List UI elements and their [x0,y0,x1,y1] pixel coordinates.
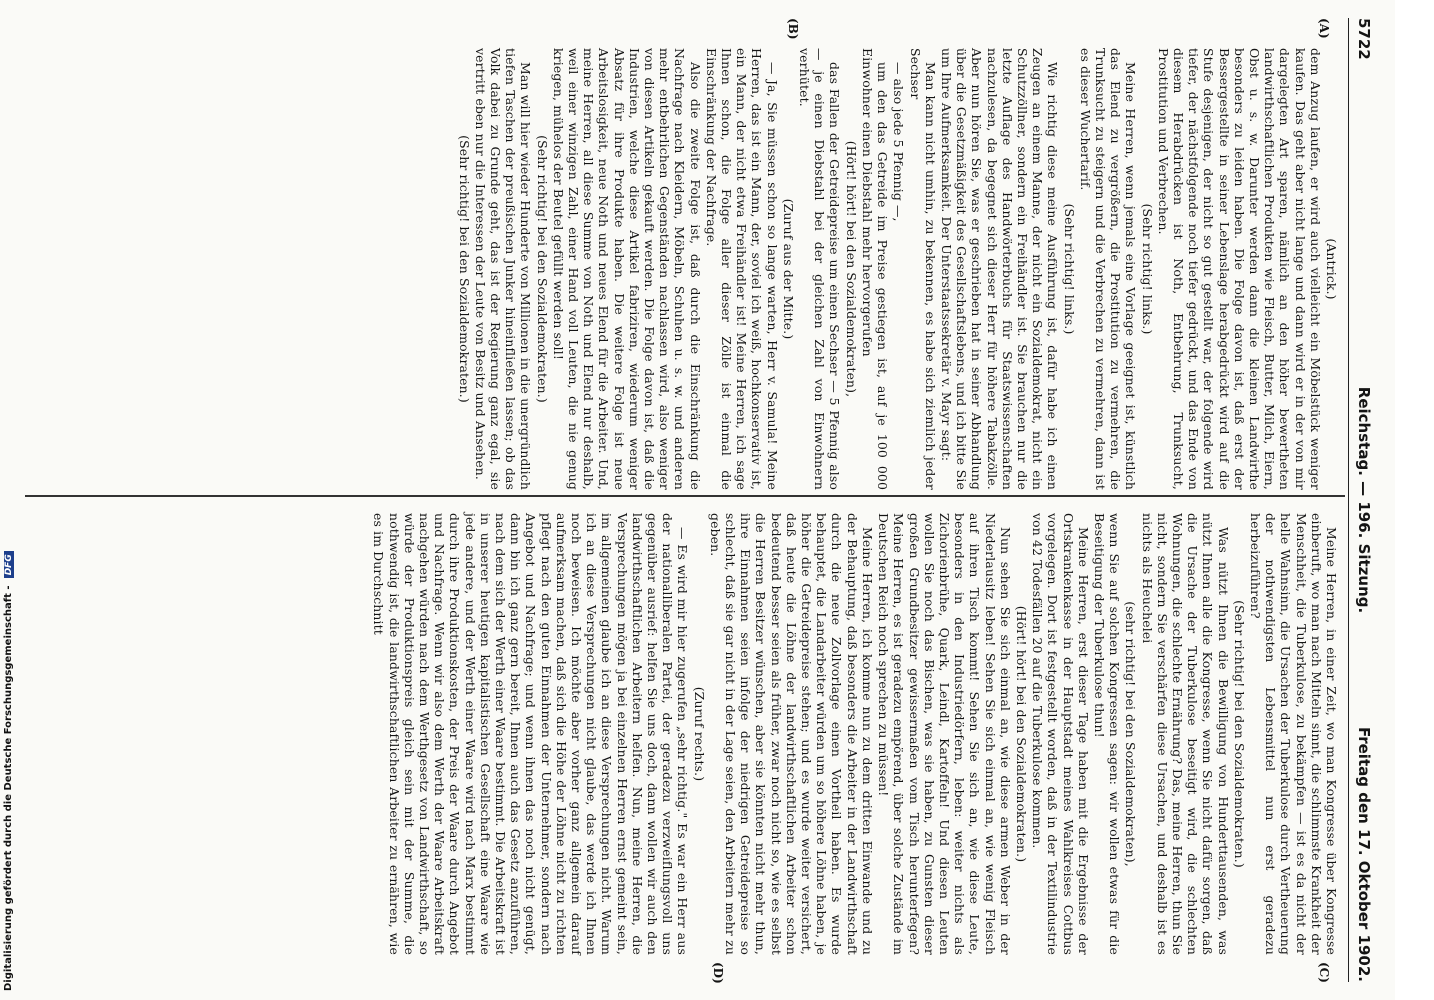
right-column [370,513,1339,955]
paragraph: Man will hier wieder Hunderte von Millionen in die unergründlich tiefen Taschen der preußischen Junker hineinfließen lassen; ob das Volk dabei zu Grunde geht, das ist der Regierung ganz egal, sie vertritt eben nur die Interessen der Leute von Besitz und Ansehen. [472,48,534,490]
paragraph: Wie richtig diese meine Ausführung ist, dafür habe ich einen Zeugen an einem Manne, der nicht ein Sozialdemokrat, nicht ein Schutzzöllner, sondern ein Freihändler ist. Sie brauchen nur die letzte Auflage des Handwörterbuchs für Staatswissenschaften nachzulesen, da begegnet sich dieser Herr für höhere Tabakzölle. Aber nun hören Sie, was er geschrieben hat in seiner Abhandlung über die Gesetzmäßigkeit des Gesellschaftslebens, und ich bitte Sie um Ihre Aufmerksamkeit. Der Unterstaatssekretär v. Mayr sagt: [938,48,1061,490]
interjection: (Zuruf aus der Mitte.) [780,198,796,340]
interjection: (sehr richtig! bei den Sozialdemokraten), [1123,601,1139,867]
header-rule [1348,18,1349,982]
interjection: (Sehr richtig! bei den Sozialdemokraten.) [534,135,550,403]
session-date: Freitag den 17. Oktober 1902. [1355,726,1373,982]
dfg-logo: DFG [4,551,14,578]
paragraph: Man kann nicht umhin, zu bekennen, es habe sich ziemlich jeder Sechser [907,48,938,490]
page-header [1353,18,1373,982]
paragraph: das Fallen der Getreidepreise um einen Sechser — 5 Pfennig also — je einen Diebstahl bei der gleichen Zahl von Einwohnern verhütet. [797,48,843,490]
paragraph: Meine Herren, in einer Zeit, wo man Kongresse über Kongresse einberuft, wo man nach Mitteln sinnt, die schlimmste Krankheit der Menschheit, die Tuberkulose, zu bekämpfen — ist es da nicht der helle Wahnsinn, die Ursachen der Tuberkulose durch Vertheuerung der nothwendigsten Lebensmittel nun erst geradezu herbeizuführen? [1247,513,1339,955]
interjection: (Sehr richtig! bei den Sozialdemokraten.) [456,135,472,403]
paragraph: wenn Sie auf solchen Kongressen sagen: wir wollen etwas für die Beseitigung der Tuberkulose thun! [1091,513,1123,955]
paragraph: um den das Getreide im Preise gestiegen ist, auf je 100 000 Einwohner einen Diebstahl mehr hervorgerufen [859,48,891,490]
margin-marker-c: (C) [1317,962,1331,983]
column-divider [25,495,1345,497]
margin-marker-b: (B) [786,18,800,40]
paragraph: Also die zweite Folge ist, daß durch die Einschränkung die Nachfrage nach Kleidern, Möbeln, Schuhen u. s. w. und anderen mehr entbehrlichen Gegenständen nachlassen wird, also weniger von diesen Artikeln gekauft werden. Die Folge davon ist, daß die Industrien, welche diese Artikel fabriziren, wiederum weniger Absatz für ihre Produkte haben. Die weitere Folge ist neue Arbeitslosigkeit, neue Noth und neues Elend für die Arbeiter. Und, meine Herren, all diese Summe von Noth und Elend nur deshalb, weil einer winzigen Zahl, einer Hand voll Leuten, die nie genug kriegen, mühelos der Beutel gefüllt werden soll! [550,48,703,490]
interjection: (Antrick.) [1324,238,1339,300]
paragraph: Nun sehen Sie sich einmal an, wie diese armen Weber in der Niederlausitz leben! Sehen Sie sich einmal an, wie wenig Fleisch auf ihren Tisch kommt! Sehen Sie sich an, wie diese Leute, besonders in den Industriedörfern, leben: weiter nichts als Zichorienbrühe, Quark, Leindl, Kartoffeln! Und diesen Leuten wollen Sie noch das Bischen, was sie haben, zu Gunsten dieser großen Grundbesitzer gewissermaßen vom Tisch herunterfegen? Meine Herren, es ist geradezu empörend, über solche Zustände im Deutschen Reich noch sprechen zu müssen! [876,513,1013,955]
paragraph: — also jede 5 Pfennig —, [891,62,907,222]
interjection: (Sehr richtig! bei den Sozialdemokraten.) [1231,600,1247,868]
paragraph: Was nützt Ihnen die Bewilligung von Hunderttausenden, was nützt Ihnen alle die Kongresse, wenn Sie nicht dafür sorgen, daß die Ursache der Tuberkulose beseitigt wird, die schlechten Wohnungen, die schlechte Ernährung? Das, meine Herren, thun Sie nicht, sondern Sie verschärfen diese Ursachen, und deshalb ist es nichts als Heuchelei [1139,513,1231,955]
paragraph: dem Anzug laufen, er wird auch vielleicht ein Möbelstück weniger kaufen. Das geht aber nicht lange und dann wird er in der von mir dargelegten Art sparen, nämlich an den höher bewertheten landwirthschaftlichen Produkten wie Fleisch, Butter, Milch, Eiern, Obst u. s. w. Darunter werden dann die kleinen Landwirthe besonders zu leiden haben. Die Folge davon ist, daß erst der Bessergestellte in seiner Lebenslage herabgedrückt wird auf die Stufe desjenigen, der nicht so gut gestellt war, der folgende wird tiefer, der nächstfolgende noch tiefer gedrückt, und das Ende von diesem Herabdrücken ist Noth, Entbehrung, Trunksucht, Prostitution und Verbrechen. [1155,48,1323,490]
paragraph: Meine Herren, erst dieser Tage haben mit die Ergebnisse der Ortskrankenkasse in der Hauptstadt meines Wahlkreises Cottbus vorgelegen. Dort ist festgestellt worden, daß in der Textilindustrie von 42 Todesfällen 20 auf die Tuberkulose kommen. [1030,513,1091,955]
left-column [455,48,1339,490]
interjection: (Hört! hört! bei den Sozialdemokraten.) [1013,605,1029,863]
paragraph: — Es wird mir hier zugerufen „sehr richtig." Es war ein Herr aus der nationalliberalen Partei, der geradezu verzweiflungsvoll uns gegenüber ausrief: helfen Sie uns doch, dann wollen wir auch den landwirthschaftlichen Arbeitern helfen. Nun, meine Herren, die Versprechungen mögen ja bei einzelnen Herren ernst gemeint sein, im allgemeinen glaube ich an diese Versprechungen nicht. Warum ich an diese Versprechungen nicht glaube, das werde ich Ihnen noch beweisen. Ich möchte aber vorher ganz allgemein darauf aufmerksam machen, daß sich die Höhe der Löhne nicht zu richten pflegt nach den guten Einnahmen der Unternehmer, sondern nach Angebot und Nachfrage; und wenn ihnen das noch nicht genügt, dann bin ich ganz gern bereit, Ihnen auch das Gesetz anzuführen, nach dem sich der Werth einer Waare bestimmt. Die Arbeitskraft ist in unserer heutigen kapitalistischen Gesellschaft eine Waare wie jede andere, und der Werth einer Waare wird nach Marx bestimmt durch ihre Produktionskosten, der Preis der Waare durch Angebot und Nachfrage. Wenn wir also dem Werth der Waare Arbeitskraft nachgehen würden nach dem Werthgesetz von Landwirthschaft, so würde der Produktionspreis gleich sein mit der Summe, die nothwendig ist, die landwirthschaftlichen Arbeiter zu ernähren, wie es im Durchschnitt [371,513,691,955]
interjection: (Zuruf rechts.) [691,686,707,782]
paragraph: Meine Herren, ich komme nun zu dem dritten Einwande und zu der Behauptung, daß besonders die Arbeiter in der Landwirthschaft durch die neue Zollvorlage einen Vortheil haben. Es wurde behauptet, die Landarbeiter würden um so höhere Löhne haben, je höher die Getreidepreise stehen; und es wurde weiter versichert, daß heute die Löhne der landwirthschaftlichen Arbeiter schon bedeutend besser seien als früher, zwar noch nicht so, wie es selbst die Herren Besitzer wünschen, aber sie könnten nicht mehr thun, ihre Einnahmen seien infolge der niedrigen Getreidepreise so schlecht, daß sie gar nicht in der Lage seien, den Arbeitern mehr zu geben. [707,513,875,955]
margin-marker-a: (A) [1317,18,1331,39]
margin-marker-d: (D) [711,962,725,984]
session-title: Reichstag. — 196. Sitzung. [1355,386,1373,614]
paragraph: — Ja, Sie müssen schon so lange warten, Herr v. Samula! Meine Herren, das ist ein Mann, der, soviel ich weiß, hochkonservativ ist, ein Mann, der nicht etwa Freihändler ist! Meine Herren, ich sage Ihnen schon, die Folge aller dieser Zölle ist einmal die Einschränkung der Nachfrage. [703,48,780,490]
digitization-credit [2,554,16,991]
page-number: 5722 [1355,18,1373,60]
interjection: (Hört! hört! bei den Sozialdemokraten), [843,140,859,398]
paragraph: Meine Herren, wenn jemals eine Vorlage geeignet ist, künstlich das Elend zu vergrößern, die Prostitution zu vermehren, die Trunksucht zu steigern und die Verbrechen zu vermehren, dann ist es dieser Wuchertarif. [1077,48,1139,490]
credit-text: Digitalisierung gefördert durch die Deutsche Forschungsgemeinschaft - [3,585,14,991]
interjection: (Sehr richtig! links.) [1139,203,1155,335]
interjection: (Sehr richtig! links.) [1061,203,1077,335]
